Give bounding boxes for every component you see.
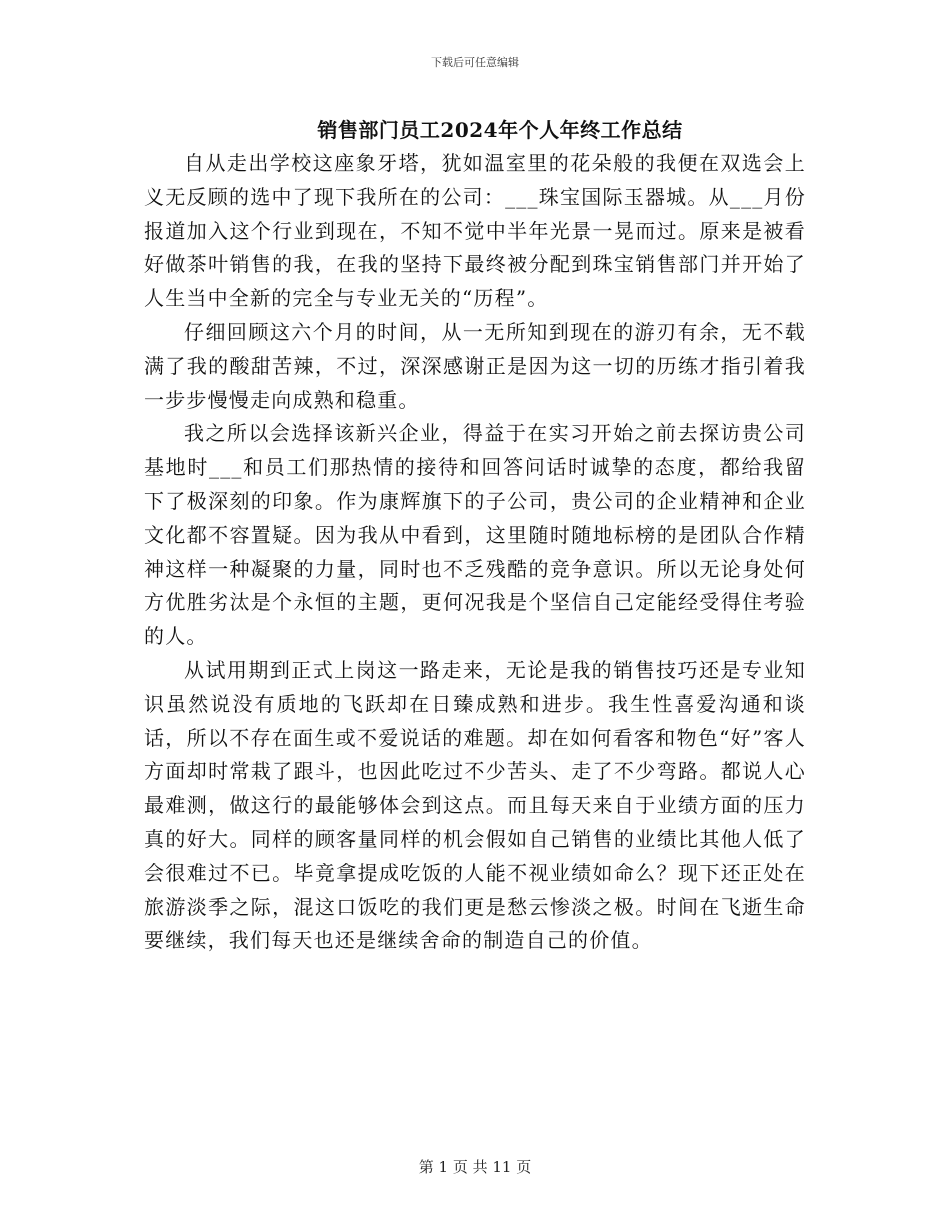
document-title: 销售部门员工2024年个人年终工作总结	[317, 118, 683, 142]
paragraph-2: 仔细回顾这六个月的时间，从一无所知到现在的游刃有余，无不载满了我的酸甜苦辣，不过，深深感谢正是因为这一切的历练才指引着我一步步慢慢走向成熟和稳重。	[144, 319, 806, 412]
paragraph-4: 从试用期到正式上岗这一路走来，无论是我的销售技巧还是专业知识虽然说没有质地的飞跃却在日臻成熟和进步。我生性喜爱沟通和谈话，所以不存在面生或不爱说话的难题。却在如何看客和物色“好”客人方面却时常栽了跟斗，也因此吃过不少苦头、走了不少弯路。都说人心最难测，做这行的最能够体会到这点。而且每天来自于业绩方面的压力真的好大。同样的顾客量同样的机会假如自己销售的业绩比其他人低了会很难过不已。毕竟拿提成吃饭的人能不视业绩如命么？现下还正处在旅游淡季之际，混这口饭吃的我们更是愁云惨淡之极。时间在飞逝生命要继续，我们每天也还是继续舍命的制造自己的价值。	[144, 657, 806, 953]
paragraph-3: 我之所以会选择该新兴企业，得益于在实习开始之前去探访贵公司基地时___和员工们那热情的接待和回答问话时诚挚的态度，都给我留下了极深刻的印象。作为康辉旗下的子公司，贵公司的企业精神和企业文化都不容置疑。因为我从中看到，这里随时随地标榜的是团队合作精神这样一种凝聚的力量，同时也不乏残酷的竞争意识。所以无论身处何方优胜劣汰是个永恒的主题，更何况我是个坚信自己定能经受得住考验的人。	[144, 421, 806, 649]
document-body	[144, 147, 806, 958]
page-number-footer: 第 1 页 共 11 页	[418, 1158, 532, 1176]
paragraph-1: 自从走出学校这座象牙塔，犹如温室里的花朵般的我便在双选会上义无反顾的选中了现下我所在的公司：___珠宝国际玉器城。从___月份报道加入这个行业到现在，不知不觉中半年光景一晃而过。原来是被看好做茶叶销售的我，在我的坚持下最终被分配到珠宝销售部门并开始了人生当中全新的完全与专业无关的“历程”。	[144, 151, 806, 311]
header-note: 下载后可任意编辑	[431, 56, 519, 69]
